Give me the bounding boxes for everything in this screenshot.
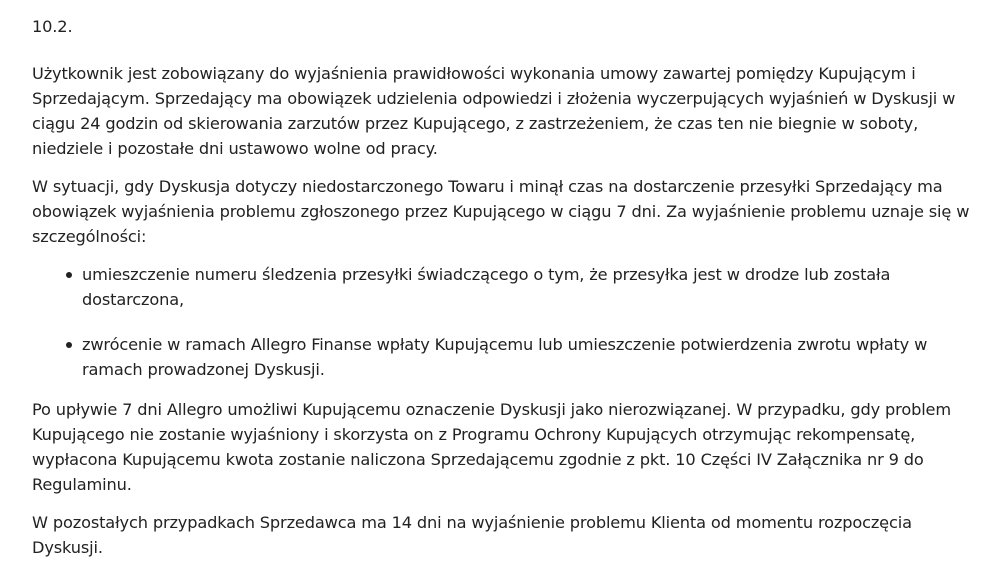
paragraph-after-seven-days: Po upływie 7 dni Allegro umożliwi Kupującemu oznaczenie Dyskusji jako nierozwiązanej. W przypadku, gdy problem Kupującego nie zostanie wyjaśniony i skorzysta on z Programu Ochrony Kupujących otrzymując rekompensatę, wypłacona Kupującemu kwota zostanie naliczona Sprzedającemu zgodnie z pkt. 10 Części IV Załącznika nr 9 do Regulaminu. <box>32 400 951 494</box>
explanation-list <box>32 262 982 382</box>
list-item-text: umieszczenie numeru śledzenia przesyłki świadczącego o tym, że przesyłka jest w drodze lub została dostarczona, <box>82 265 891 309</box>
bullet-icon <box>66 342 72 348</box>
paragraph-undelivered-goods: W sytuacji, gdy Dyskusja dotyczy niedostarczonego Towaru i minął czas na dostarczenie przesyłki Sprzedający ma obowiązek wyjaśnienia problemu zgłoszonego przez Kupującego w ciągu 7 dni. Za wyjaśnienie problemu uznaje się w szczególności: <box>32 177 970 246</box>
paragraph-user-obligation: Użytkownik jest zobowiązany do wyjaśnienia prawidłowości wykonania umowy zawartej pomiędzy Kupującym i Sprzedającym. Sprzedający ma obowiązek udzielenia odpowiedzi i złożenia wyczerpujących wyjaśnień w Dyskusji w ciągu 24 godzin od skierowania zarzutów przez Kupującego, z zastrzeżeniem, że czas ten nie biegnie w soboty, niedziele i pozostałe dni ustawowo wolne od pracy. <box>32 64 956 158</box>
list-item-text: zwrócenie w ramach Allegro Finanse wpłaty Kupującemu lub umieszczenie potwierdzenia zwrotu wpłaty w ramach prowadzonej Dyskusji. <box>82 335 928 379</box>
paragraph-other-cases: W pozostałych przypadkach Sprzedawca ma 14 dni na wyjaśnienie problemu Klienta od momentu rozpoczęcia Dyskusji. <box>32 513 912 557</box>
list-item <box>32 332 982 382</box>
list-item <box>32 262 982 312</box>
document-body <box>32 14 982 573</box>
section-number: 10.2. <box>32 17 73 36</box>
bullet-icon <box>66 272 72 278</box>
